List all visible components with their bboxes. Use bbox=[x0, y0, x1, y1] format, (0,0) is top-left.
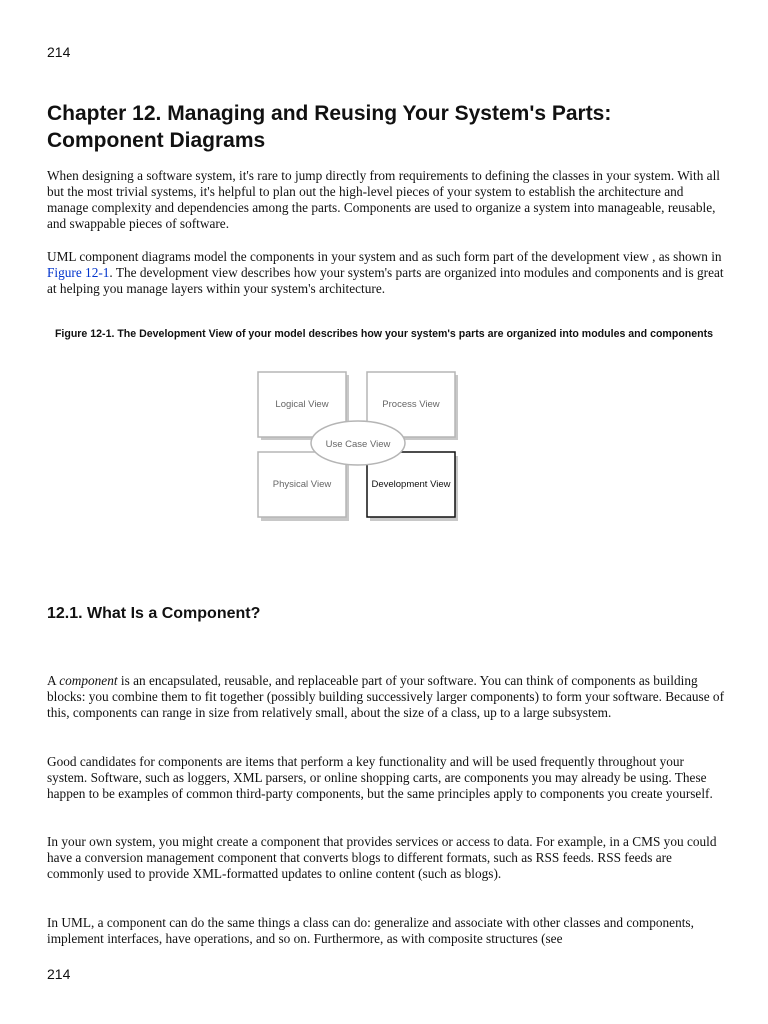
section-paragraph-4: In UML, a component can do the same things a class can do: generalize and associate with other classes and components, implement interfaces, have operations, and so on. Furthermore, as with composite structures (see bbox=[47, 915, 694, 947]
page-number-bottom: 214 bbox=[47, 966, 71, 982]
figure-caption: Figure 12-1. The Development View of your model describes how your system's parts are organized into modules and components bbox=[54, 328, 714, 340]
section-heading: 12.1. What Is a Component? bbox=[47, 605, 261, 622]
development-view-figure bbox=[252, 366, 468, 526]
logical-view-label: Logical View bbox=[275, 399, 329, 410]
intro-paragraph-2-text-a: UML component diagrams model the components in your system and as such form part of the development view , as shown in bbox=[47, 249, 722, 264]
development-view-label: Development View bbox=[371, 479, 451, 490]
section-paragraph-1-text-a: A bbox=[47, 673, 60, 688]
component-term: component bbox=[59, 673, 118, 688]
figure-12-1-link[interactable]: Figure 12-1 bbox=[47, 265, 110, 281]
chapter-title: Chapter 12. Managing and Reusing Your System's Parts: Component Diagrams bbox=[47, 102, 612, 152]
intro-paragraph-1: When designing a software system, it's rare to jump directly from requirements to defining the classes in your system. With all but the most trivial systems, it's helpful to plan out the high-level pieces of your system to establish the architecture and manage complexity and dependencies among the parts. Components are used to organize a system into manageable, reusable, and swappable pieces of software. bbox=[47, 168, 720, 232]
intro-paragraph-2-text-b: . The development view describes how your system's parts are organized into modules and components and is great at helping you manage layers within your system's architecture. bbox=[47, 265, 724, 297]
section-paragraph-3: In your own system, you might create a component that provides services or access to data. For example, in a CMS you could have a conversion management component that converts blogs to different formats, such as RSS feeds. RSS feeds are commonly used to provide XML-formatted updates to online content (such as blogs). bbox=[47, 834, 717, 882]
intro-paragraph-2 bbox=[47, 249, 727, 297]
figure-diagram bbox=[252, 366, 468, 526]
process-view-label: Process View bbox=[382, 399, 440, 410]
section-paragraph-1-text-b: is an encapsulated, reusable, and replaceable part of your software. You can think of components as building blocks: you combine them to fit together (possibly building successively larger components) to form your software. Because of this, components can range in size from relatively small, about the size of a class, up to a large subsystem. bbox=[47, 673, 725, 721]
page-number-top: 214 bbox=[47, 44, 71, 60]
section-paragraph-2: Good candidates for components are items that perform a key functionality and will be used frequently throughout your system. Software, such as loggers, XML parsers, or online shopping carts, are components you may already be using. These happen to be examples of common third-party components, but the same principles apply to components you create yourself. bbox=[47, 754, 713, 802]
section-paragraph-1 bbox=[47, 673, 727, 721]
use-case-view-label: Use Case View bbox=[325, 439, 391, 450]
physical-view-label: Physical View bbox=[272, 479, 332, 490]
